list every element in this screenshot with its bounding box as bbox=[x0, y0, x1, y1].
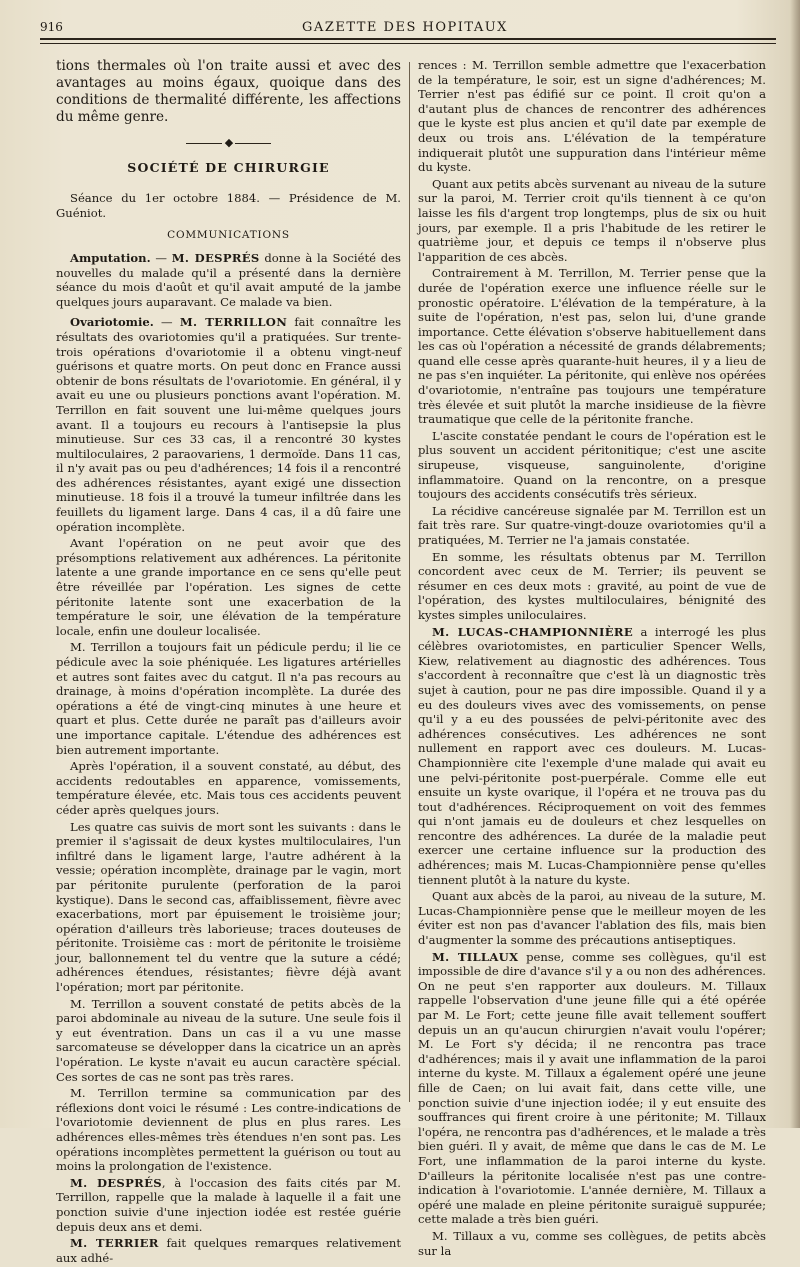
lucas-text: a interrogé les plus célèbres ovariotomistes, en particulier Spencer Wells, Kiew, relativement au diagnostic des adhérences. Tous s'accordent à reconnaître que c'est là un diagnostic très sujet à caution, pour ne pas dire impossible. Quand il y a eu des douleurs vives avec des vomissements, on pense qu'il y a eu des poussées de pelvi-péritonite avec des adhérences consécutives. Les adhérences ne sont nullement en rapport avec ces douleurs. M. Lucas-Championnière cite l'exemple d'une malade qui avait eu une pelvi-péritonite post-puerpérale. Comme elle eut ensuite un kyste ovarique, il l'opéra et ne trouva pas du tout d'adhérences. Réciproquement on voit des femmes qui n'ont jamais eu de douleurs et chez lesquelles on rencontre des adhérences. La durée de la maladie peut exercer une certaine influence sur la production des adhérences; mais M. Lucas-Championnière pense qu'elles tiennent plutôt à la nature du kyste. bbox=[418, 624, 766, 887]
paragraph-ascite: L'ascite constatée pendant le cours de l'opération est le plus souvent un accident péritonitique; c'est une ascite sirupeuse, visqueuse, sanguinolente, d'origine inflammatoire. Quand on la rencontre, on a presque toujours des accidents consécutifs très sérieux. bbox=[418, 428, 766, 502]
despres-author: M. DESPRÉS bbox=[70, 1175, 162, 1190]
lucas-author: M. LUCAS-CHAMPIONNIÈRE bbox=[432, 624, 633, 639]
amputation-paragraph: Amputation. — M. DESPRÉS donne à la Société des nouvelles du malade qu'il a présenté dans la dernière séance du mois d'août et qu'il avait amputé de la jambe quelques jours auparavant. Ce malade va bien. bbox=[56, 250, 401, 309]
tillaux-paragraph bbox=[418, 950, 766, 1227]
paragraph-quatre-cas: Les quatre cas suivis de mort sont les suivants : dans le premier il s'agissait de deux kystes multiloculaires, l'un infiltré dans le ligament large, l'autre adhérent à la vessie; opération incomplète, drainage par le vagin, mort par péritonite purulente (perforation de la paroi kystique). Dans le second cas, affaiblissement, fièvre avec exacerbations, mort par épuisement le troisième jour; opération d'ailleurs très laborieuse; traces douteuses de péritonite. Troisième cas : mort de péritonite le troisième jour, ballonnement tel du ventre que la suture a cédé; adhérences étendues, résistantes; fièvre déjà avant l'opération; mort par péritonite. bbox=[56, 819, 401, 995]
page-header bbox=[40, 18, 770, 38]
paragraph-en-somme: En somme, les résultats obtenus par M. Terrillon concordent avec ceux de M. Terrier; ils peuvent se résumer en ces deux mots : gravité, au point de vue de l'opération, des kystes multiloculaires, bénignité des kystes simples uniloculaires. bbox=[418, 549, 766, 622]
lucas-paragraph bbox=[418, 625, 766, 888]
terrier-author: M. TERRIER bbox=[70, 1236, 159, 1251]
terrier-text: fait quelques remarques relativement aux adhé- bbox=[56, 1236, 401, 1265]
amputation-author: M. DESPRÉS bbox=[171, 250, 260, 265]
ovariotomie-paragraph: Ovariotomie. — M. TERRILLON fait connaître les résultats des ovariotomies qu'il a pratiquées. Sur trente-trois opérations d'ovariotomie il a obtenu vingt-neuf guérisons et quatre morts. On peut donc en France aussi obtenir de bons résultats de l'ovariotomie. En général, il y avait eu une ou plusieurs ponctions avant l'opération. M. Terrillon en fait souvent une lui-même quelques jours avant. Il a toujours eu recours à l'antisepsie la plus minutieuse. Sur ces 33 cas, il a rencontré 30 kystes multiloculaires, 2 paraovariens, 1 dermoïde. Dans 11 cas, il n'y avait pas ou peu d'adhérences; 14 fois il a rencontré des adhérences résistantes, ayant exigé une dissection minutieuse. 18 fois il a trouvé la tumeur infiltrée dans les feuillets du ligament large. Dans 4 cas, il a dû faire une opération incomplète. bbox=[56, 315, 402, 534]
paragraph-tillaux-last: M. Tillaux a vu, comme ses collègues, de petits abcès sur la bbox=[418, 1228, 766, 1258]
ovariotomie-rubric: Ovariotomie. bbox=[70, 315, 154, 330]
despres-text: , à l'occasion des faits cités par M. Terrillon, rappelle que la malade à laquelle il a fait une ponction suivie d'une injection iodée est restée guérie depuis deux ans et demi. bbox=[56, 1175, 401, 1234]
despres-paragraph bbox=[56, 1176, 401, 1234]
terrier-paragraph bbox=[56, 1236, 401, 1265]
paragraph-termine: M. Terrillon termine sa communication par des réflexions dont voici le résumé : Les contre-indications de l'ovariotomie deviennent de plus en plus rares. Les adhérences elles-mêmes très étendues n'en sont pas. Les opérations incomplètes permettent la guérison ou tout au moins la prolongation de l'existence. bbox=[56, 1086, 401, 1174]
paragraph-petits-abces: Quant aux petits abcès survenant au niveau de la suture sur la paroi, M. Terrier croit qu'ils tiennent à ce qu'on laisse les fils d'argent trop longtemps, plus de six ou huit jours, par exemple. Il a pris l'habitude de les retirer le quatrième jour, et depuis ce temps il n'observe plus l'apparition de ces abcès. bbox=[418, 176, 766, 264]
paragraph-contrairement: Contrairement à M. Terrillon, M. Terrier pense que la durée de l'opération exerce une influence réelle sur le pronostic opératoire. L'élévation de la température, à la suite de l'opération, n'est pas, selon lui, d'une grande importance. Cette élévation s'observe habituellement dans les cas où l'opération a nécessité de grands délabrements; quand elle cesse après quarante-huit heures, il y a lieu de ne pas s'en inquiéter. La péritonite, qui enlève nos opérées d'ovariotomie, n'entraîne pas toujours une température très élevée et suit plutôt la marche insidieuse de la fièvre traumatique que celle de la péritonite franche. bbox=[418, 266, 766, 427]
paragraph-pedicule: M. Terrillon a toujours fait un pédicule perdu; il lie ce pédicule avec la soie phéniquée. Les ligatures artérielles et autres sont faites avec du catgut. Il n'a pas recours au drainage, à moins d'opération incomplète. La durée des opérations a été de vingt-cinq minutes à une heure et quart et plus. Cette durée ne paraît pas d'ailleurs avoir une importance capitale. L'étendue des adhérences est bien autrement importante. bbox=[56, 640, 401, 757]
communications-title: COMMUNICATIONS bbox=[167, 229, 290, 242]
paragraph-apres: Après l'opération, il a souvent constaté, au début, des accidents redoutables en apparence, vomissements, température élevée, etc. Mais tous ces accidents peuvent céder après quelques jours. bbox=[56, 759, 401, 817]
paragraph-quant-abces: Quant aux abcès de la paroi, au niveau de la suture, M. Lucas-Championnière pense que le meilleur moyen de les éviter est non pas d'avancer l'ablation des fils, mais bien d'augmenter la somme des précautions antiseptiques. bbox=[418, 889, 766, 948]
section-title: SOCIÉTÉ DE CHIRURGIE bbox=[127, 159, 330, 175]
paragraph-recidive: La récidive cancéreuse signalée par M. Terrillon est un fait très rare. Sur quatre-vingt-douze ovariotomies qu'il a pratiquées, M. Terrier ne l'a jamais constatée. bbox=[418, 503, 766, 547]
ovariotomie-text: fait connaître les résultats des ovariotomies qu'il a pratiquées. Sur trente-trois opérations d'ovariotomie il a obtenu vingt-neuf guérisons et quatre morts. On peut donc en France aussi obtenir de bons résultats de l'ovariotomie. En général, il y avait eu une ou plusieurs ponctions avant l'opération. M. Terrillon en fait souvent une lui-même quelques jours avant. Il a toujours eu recours à l'antisepsie la plus minutieuse. Sur ces 33 cas, il a rencontré 30 kystes multiloculaires, 2 paraovariens, 1 dermoïde. Dans 11 cas, il n'y avait pas ou peu d'adhérences; 14 fois il a rencontré des adhérences résistantes, ayant exigé une dissection minutieuse. 18 fois il a trouvé la tumeur infiltrée dans les feuillets du ligament large. Dans 4 cas, il a dû faire une opération incomplète. bbox=[56, 315, 402, 534]
tillaux-author: M. TILLAUX bbox=[432, 949, 519, 964]
tillaux-text: pense, comme ses collègues, qu'il est impossible de dire d'avance s'il y a ou non des adhérences. On ne peut s'en rapporter aux douleurs. M. Tillaux rappelle l'observation d'une jeune fille qui a été opérée par M. Le Fort; cette jeune fille avait tellement souffert depuis un an qu'aucun chirurgien n'avait voulu l'opérer; M. Le Fort s'y décida; il ne rencontra pas trace d'adhérences; mais il y avait une inflammation de la paroi interne du kyste. M. Tillaux a également opéré une jeune fille de Caen; on lui avait fait, dans cette ville, une ponction suivie d'une injection iodée; il y eut ensuite des souffrances qui firent croire à une péritonite; M. Tillaux l'opéra, ne rencontra pas d'adhérences, et le malade a très bien guéri. Il y avait, de même que dans le cas de M. Le Fort, une inflammation de la paroi interne du kyste. D'ailleurs la péritonite localisée n'est pas une contre-indication à l'ovariotomie. L'année dernière, M. Tillaux a opéré une malade en pleine péritonite suraiguë suppurée; cette malade a très bien guéri. bbox=[418, 949, 766, 1227]
paragraph-rences: rences : M. Terrillon semble admettre que l'exacerbation de la température, le soir, est un signe d'adhérences; M. Terrier n'est pas édifié sur ce point. Il croit qu'on a d'autant plus de chances de rencontrer des adhérences que le kyste est plus ancien et qu'il date par exemple de deux ou trois ans. L'élévation de la température indiquerait plutôt une suppuration dans l'intérieur même du kyste. bbox=[418, 58, 766, 175]
journal-title: GAZETTE DES HOPITAUX bbox=[302, 20, 508, 35]
section-ornament bbox=[56, 136, 401, 151]
header-rule bbox=[40, 38, 776, 44]
ornament-diamond-icon: ◆ bbox=[224, 136, 233, 149]
amputation-text: donne à la Société des nouvelles du malade qu'il a présenté dans la dernière séance du mois d'août et qu'il avait amputé de la jambe quelques jours auparavant. Ce malade va bien. bbox=[56, 250, 401, 309]
left-column bbox=[56, 58, 401, 1267]
page-edge-shadow bbox=[790, 0, 800, 1128]
paragraph-avant: Avant l'opération on ne peut avoir que des présomptions relativement aux adhérences. La péritonite latente a une grande importance en ce sens qu'elle peut être réveillée par l'opération. Les signes de cette péritonite latente sont une exacerbation de la température le soir, une élévation de la température locale, enfin une douleur localisée. bbox=[56, 536, 401, 638]
column-divider bbox=[409, 62, 410, 1102]
amputation-rubric: Amputation. bbox=[70, 250, 151, 265]
lead-paragraph: tions thermales où l'on traite aussi et avec des avantages au moins égaux, quoique dans des conditions de thermalité différente, les affections du même genre. bbox=[56, 58, 401, 125]
ovariotomie-author: M. TERRILLON bbox=[179, 315, 288, 330]
page-number: 916 bbox=[40, 20, 63, 34]
seance-line: Séance du 1er octobre 1884. — Présidence de M. Guéniot. bbox=[56, 191, 401, 220]
right-column bbox=[418, 58, 766, 1260]
paragraph-abces: M. Terrillon a souvent constaté de petits abcès de la paroi abdominale au niveau de la suture. Une seule fois il y eut éventration. Dans un cas il a vu une masse sarcomateuse se développer dans la cicatrice un an après l'opération. Le kyste n'avait eu aucun caractère spécial. Ces sortes de cas ne sont pas très rares. bbox=[56, 996, 401, 1084]
